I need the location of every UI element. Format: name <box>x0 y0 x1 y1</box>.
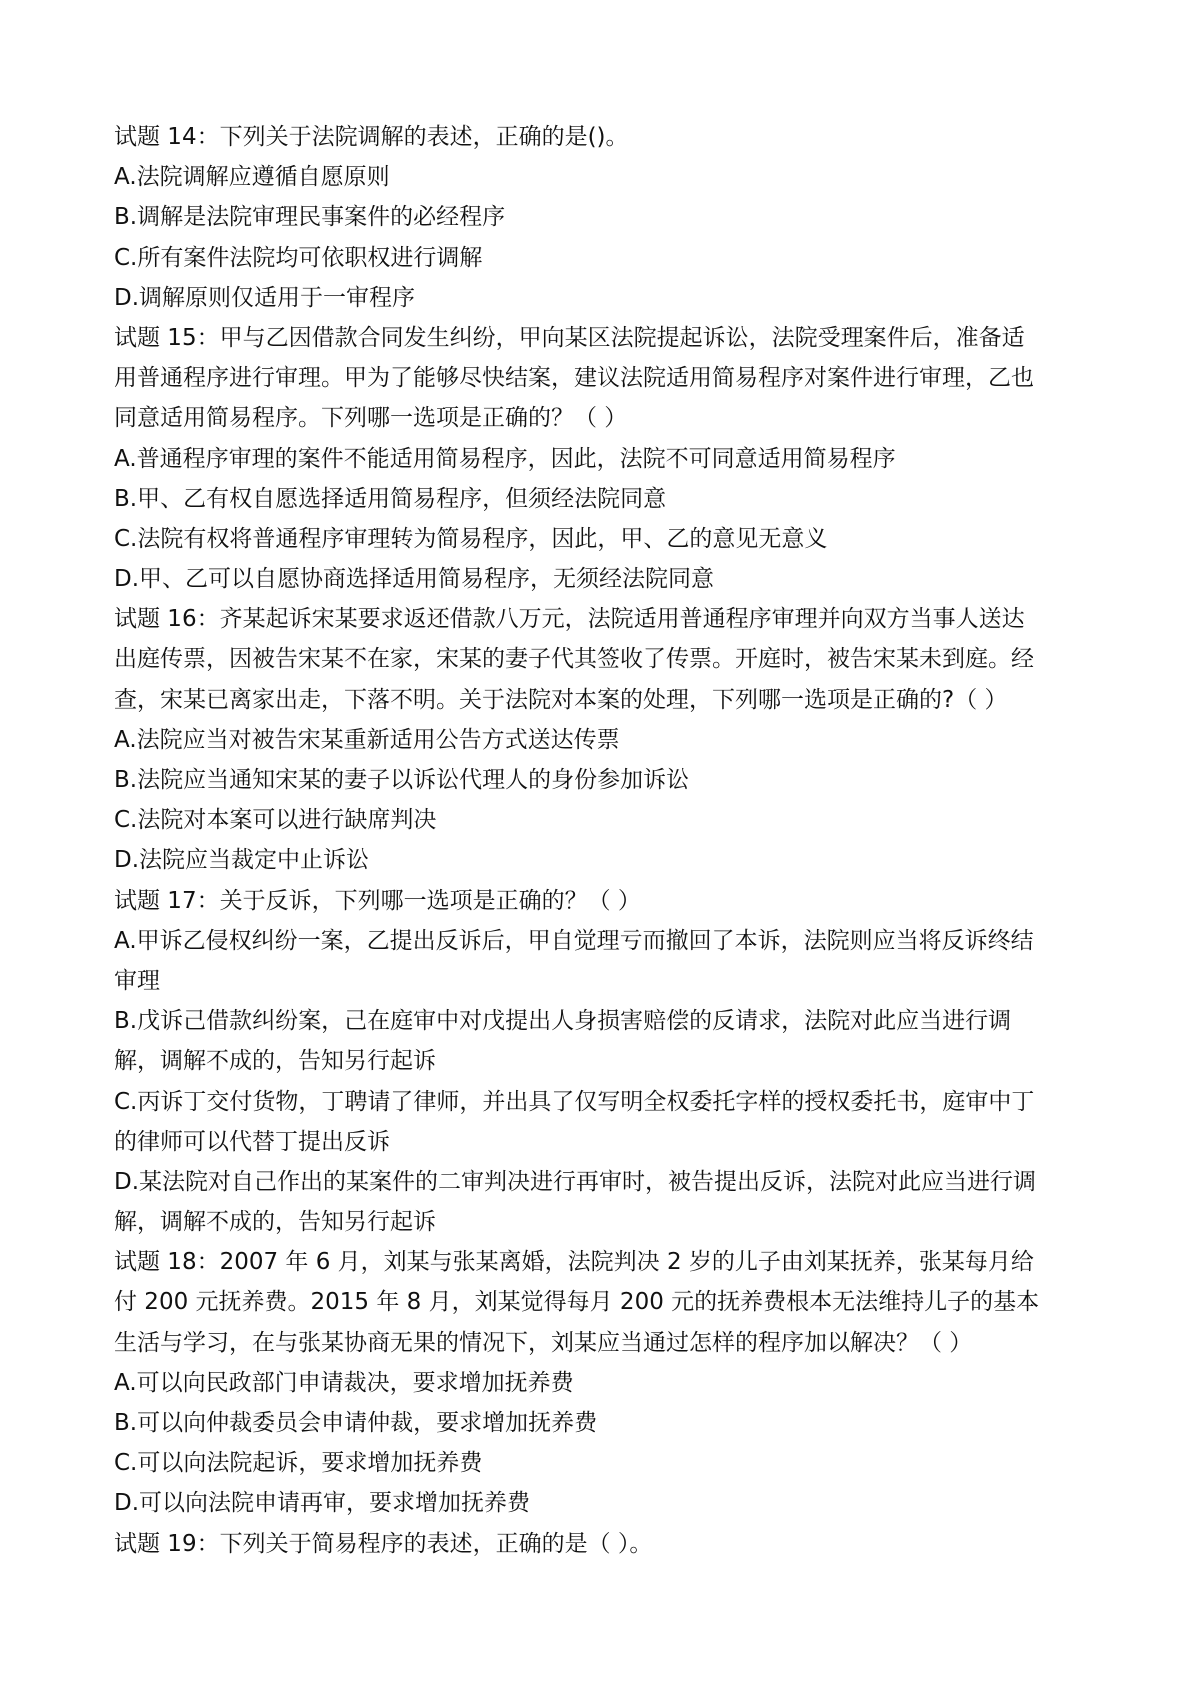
question-15-option-d: D.甲、乙可以自愿协商选择适用简易程序，无须经法院同意 <box>114 566 715 593</box>
question-18-option-a: A.可以向民政部门申请裁决，要求增加抚养费 <box>114 1369 574 1396</box>
question-18-stem-line-3: 生活与学习，在与张某协商无果的情况下，刘某应当通过怎样的程序加以解决？（ ） <box>114 1329 973 1356</box>
question-18-option-c: C.可以向法院起诉，要求增加抚养费 <box>114 1450 483 1477</box>
question-17-option-c-line-2: 的律师可以代替丁提出反诉 <box>114 1128 390 1155</box>
question-14-option-b: B.调解是法院审理民事案件的必经程序 <box>114 204 506 231</box>
question-17-option-d-line-1: D.某法院对自己作出的某案件的二审判决进行再审时，被告提出反诉，法院对此应当进行调 <box>114 1168 1037 1195</box>
question-18-stem-line-2: 付 200 元抚养费。2015 年 8 月，刘某觉得每月 200 元的抚养费根本无法维持儿子的基本 <box>114 1289 1040 1316</box>
question-15-option-a: A.普通程序审理的案件不能适用简易程序，因此，法院不可同意适用简易程序 <box>114 445 896 472</box>
question-15-option-b: B.甲、乙有权自愿选择适用简易程序，但须经法院同意 <box>114 485 667 512</box>
question-16-stem-line-2: 出庭传票，因被告宋某不在家，宋某的妻子代其签收了传票。开庭时，被告宋某未到庭。经 <box>114 646 1034 673</box>
question-18-option-d: D.可以向法院申请再审，要求增加抚养费 <box>114 1490 531 1517</box>
question-14-option-d: D.调解原则仅适用于一审程序 <box>114 284 416 311</box>
question-15-stem-line-1: 试题 15：甲与乙因借款合同发生纠纷，甲向某区法院提起诉讼，法院受理案件后，准备适 <box>114 324 1025 351</box>
question-14-option-a: A.法院调解应遵循自愿原则 <box>114 164 390 191</box>
question-14-option-c: C.所有案件法院均可依职权进行调解 <box>114 244 483 271</box>
question-17-option-a-line-2: 审理 <box>114 967 160 994</box>
question-19-stem: 试题 19：下列关于简易程序的表述，正确的是（ ）。 <box>114 1530 653 1557</box>
question-16-stem-line-3: 查，宋某已离家出走，下落不明。关于法院对本案的处理，下列哪一选项是正确的?（ ） <box>114 686 1008 713</box>
question-15-stem-line-3: 同意适用简易程序。下列哪一选项是正确的？（ ） <box>114 405 628 432</box>
question-16-option-d: D.法院应当裁定中止诉讼 <box>114 847 370 874</box>
question-18-option-b: B.可以向仲裁委员会申请仲裁，要求增加抚养费 <box>114 1410 598 1436</box>
question-15-option-c: C.法院有权将普通程序审理转为简易程序，因此，甲、乙的意见无意义 <box>114 525 828 552</box>
question-15-stem-line-2: 用普通程序进行审理。甲为了能够尽快结案，建议法院适用简易程序对案件进行审理，乙也 <box>114 365 1034 392</box>
question-16-option-c: C.法院对本案可以进行缺席判决 <box>114 807 437 834</box>
question-16-stem-line-1: 试题 16：齐某起诉宋某要求返还借款八万元，法院适用普通程序审理并向双方当事人送达 <box>114 606 1025 633</box>
question-14-stem: 试题 14：下列关于法院调解的表述，正确的是()。 <box>114 124 629 150</box>
question-17-stem: 试题 17：关于反诉，下列哪一选项是正确的？（ ） <box>114 887 641 914</box>
document-body <box>114 117 1084 1564</box>
question-17-option-b-line-1: B.戊诉己借款纠纷案，己在庭审中对戊提出人身损害赔偿的反请求，法院对此应当进行调 <box>114 1008 1012 1035</box>
question-17-option-a-line-1: A.甲诉乙侵权纠纷一案，乙提出反诉后，甲自觉理亏而撤回了本诉，法院则应当将反诉终结 <box>114 927 1034 954</box>
question-16-option-b: B.法院应当通知宋某的妻子以诉讼代理人的身份参加诉讼 <box>114 767 690 793</box>
question-16-option-a: A.法院应当对被告宋某重新适用公告方式送达传票 <box>114 726 620 753</box>
question-17-option-b-line-2: 解，调解不成的，告知另行起诉 <box>114 1048 436 1075</box>
question-17-option-c-line-1: C.丙诉丁交付货物，丁聘请了律师，并出具了仅写明全权委托字样的授权委托书，庭审中丁 <box>114 1088 1035 1115</box>
question-18-stem-line-1: 试题 18：2007 年 6 月，刘某与张某离婚，法院判决 2 岁的儿子由刘某抚养，张某每月给 <box>114 1249 1034 1276</box>
question-17-option-d-line-2: 解，调解不成的，告知另行起诉 <box>114 1209 436 1236</box>
